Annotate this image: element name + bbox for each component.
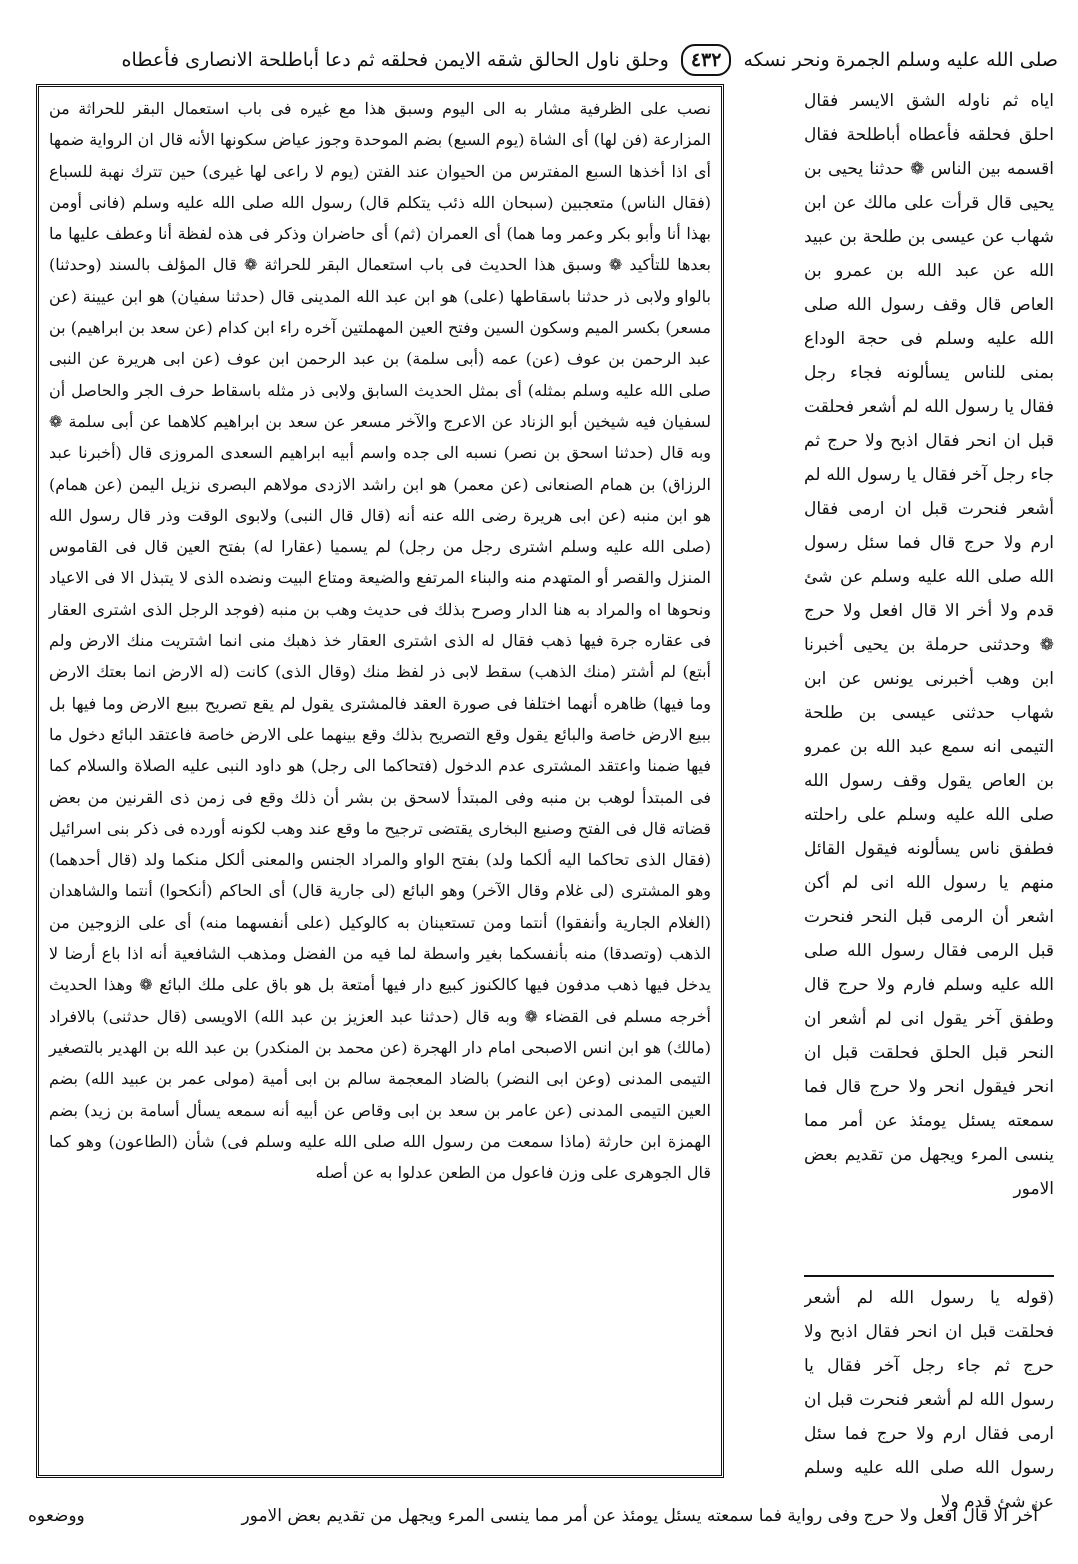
hadith-paragraph: اياه ثم ناوله الشق الايسر فقال احلق فحلقه فأعطاه أباطلحة فقال اقسمه بين الناس ❁ حدثنا يحيى بن يحيى قال قرأت على مالك عن ابن شهاب عن عيسى بن طلحة بن عبيد الله عن عبد الله بن عمرو بن العاص قال وقف رسول الله صلى الله عليه وسلم فى حجة الوداع بمنى للناس يسألونه فجاء رجل فقال يا رسول الله لم أشعر فحلقت قبل ان انحر فقال اذبح ولا حرج ثم جاء رجل آخر فقال يا رسول الله لم أشعر فنحرت قبل ان ارمى فقال ارم ولا حرج قال فما سئل رسول الله صلى الله عليه وسلم عن شئ قدم ولا أخر الا قال افعل ولا حرج ❁ وحدثنى حرملة بن يحيى أخبرنا ابن وهب أخبرنى يونس عن ابن شهاب حدثنى عيسى بن طلحة التيمى انه سمع عبد الله بن عمرو بن العاص يقول وقف رسول الله صلى الله عليه وسلم على راحلته فطفق ناس يسألونه فيقول القائل منهم يا رسول الله انى لم أكن اشعر أن الرمى قبل النحر فنحرت قبل الرمى فقال رسول الله صلى الله عليه وسلم فارم ولا حرج قال وطفق آخر يقول انى لم أشعر ان النحر قبل الحلق فحلقت قبل ان انحر فيقول انحر ولا حرج قال فما سمعته يسئل يومئذ عن أمر مما ينسى المرء ويجهل من تقديم بعض الامور bbox=[804, 91, 1054, 1199]
page-header bbox=[28, 38, 1058, 82]
note-paragraph: (قوله يا رسول الله لم أشعر فحلقت قبل ان انحر فقال اذبح ولا حرج ثم جاء رجل آخر فقال يا رسول الله لم أشعر فنحرت قبل ان ارمى فقال ارم ولا حرج فما سئل رسول الله صلى الله عليه وسلم عن شئ قدم ولا bbox=[804, 1288, 1054, 1512]
page-footer bbox=[28, 1496, 1038, 1536]
hadith-note-box bbox=[804, 1275, 1054, 1521]
commentary-paragraph: نصب على الظرفية مشار به الى اليوم وسبق هذا مع غيره فى باب استعمال البقر للحراثة من المزارعة (فن لها) أى الشاة (يوم السبع) بضم الموحدة وجوز عياض سكونها الأنه قال ان الرواية ضمها أى اذا أخذها السبع المفترس من الحيوان عند الفتن (يوم لا راعى لها غيرى) حين تترك نهبة للسباع (فقال الناس) متعجبين (سبحان الله ذئب يتكلم قال) رسول الله صلى الله عليه وسلم (فانى أومن بهذا أنا وأبو بكر وعمر وما هما) أى العمران (ثم) أى حاضران وذكر فى هذه لفظة أنا وعطف عليها ما بعدها للتأكيد ❁ وسبق هذا الحديث فى باب استعمال البقر للحراثة ❁ قال المؤلف بالسند (وحدثنا) بالواو ولابى ذر حدثنا باسقاطها (على) هو ابن عبد الله المدينى قال (حدثنا سفيان) هو ابن عيينة (عن مسعر) بكسر الميم وسكون السين وفتح العين المهملتين آخره راء ابن كدام (عن سعد بن ابراهيم) بن عبد الرحمن بن عوف (عن) عمه (أبى سلمة) بن عبد الرحمن ابن عوف (عن ابى هريرة عن النبى صلى الله عليه وسلم بمثله) أى بمثل الحديث السابق ولابى ذر مثله باسقاط حرف الجر والحاصل أن لسفيان فيه شيخين أبو الزناد عن الاعرج والآخر مسعر عن سعد بن ابراهيم كلاهما عن أبى سلمة ❁ وبه قال (حدثنا اسحق بن نصر) نسبه الى جده واسم أبيه ابراهيم السعدى المروزى قال (أخبرنا عبد الرزاق) بن همام الصنعانى (عن معمر) هو ابن راشد الازدى مولاهم البصرى نزيل اليمن (عن همام) هو ابن منبه (عن ابى هريرة رضى الله عنه أنه (قال قال النبى) ولابوى الوقت وذر قال رسول الله (صلى الله عليه وسلم اشترى رجل من رجل) لم يسميا (عقارا له) بفتح العين قال فى القاموس المنزل والقصر أو المتهدم منه والبناء المرتفع والضيعة ومتاع البيت ونضده الذى لا يتبذل الا فى الاعياد ونحوها اه والمراد به هنا الدار وصرح بذلك فى حديث وهب بن منبه (فوجد الرجل الذى اشترى العقار فى عقاره جرة فيها ذهب فقال له الذى اشترى العقار خذ ذهبك منى انما اشتريت منك الارض ولم أبتع) لم أشتر (منك الذهب) سقط لابى ذر لفظ منك (وقال الذى) كانت (له الارض انما بعتك الارض وما فيها) ظاهره أنهما اختلفا فى صورة العقد فالمشترى يقول لم يقع تصريح ببيع الارض وما فيها بل ببيع الارض خاصة والبائع يقول وقع التصريح بذلك وقع بينهما على الارض خاصة فاعتقد البائع دخول ما فيها ضمنا واعتقد المشترى عدم الدخول (فتحاكما الى رجل) هو داود النبى عليه الصلاة والسلام كما فى المبتدأ لوهب بن منبه وفى المبتدأ لاسحق بن بشر أن ذلك وقع فى زمن ذى القرنين من بعض قضاته قال فى الفتح وصنيع البخارى يقتضى ترجيح ما وقع عند وهب لكونه أورده فى ذكر بنى اسرائيل (فقال الذى تحاكما اليه ألكما ولد) بفتح الواو والمراد الجنس والمعنى ألكل منكما ولد (قال أحدهما) وهو المشترى (لى غلام وقال الآخر) وهو البائع (لى جارية قال) أى الحاكم (أنكحوا) أنتما والشاهدان (الغلام الجارية وأنفقوا) أنتما ومن تستعينان به كالوكيل (على أنفسهما منه) أى على الزوجين من الذهب (وتصدقا) منه بأنفسكما بغير واسطة لما فيه من الفضل ومذهب الشافعية أنه اذا باع أرضا لا يدخل فيها ذهب مدفون فيها كالكنوز كبيع دار فيها أمتعة بل هو باق على ملك البائع ❁ وهذا الحديث أخرجه مسلم فى القضاء ❁ وبه قال (حدثنا عبد العزيز بن عبد الله) الاويسى (قال حدثنى) بالافراد (مالك) هو ابن انس الاصبحى امام دار الهجرة (عن محمد بن المنكدر) بن عبد الله بن الهدير بالتصغير التيمى المدنى (وعن ابى النضر) بالضاد المعجمة سالم بن ابى أمية (مولى عمر بن عبيد الله) بضم العين التيمى المدنى (عن عامر بن سعد بن ابى وقاص عن أبيه أنه سمعه يسأل أسامة بن زيد) بضم الهمزة ابن حارثة (ماذا سمعت من رسول الله صلى الله عليه وسلم فى) شأن (الطاعون) وهو كما قال الجوهرى على وزن فاعول من الطعن عدلوا به عن أصله bbox=[49, 99, 712, 1183]
commentary-box bbox=[36, 84, 724, 1478]
footer-text: أخر الا قال افعل ولا حرج وفى رواية فما سمعته يسئل يومئذ عن أمر مما ينسى المرء ويجهل من تقديم بعض الامور bbox=[241, 1506, 1038, 1526]
catchword: ووضعوه bbox=[28, 1506, 85, 1526]
hadith-text-column bbox=[804, 84, 1054, 1264]
header-text-right: صلى الله عليه وسلم الجمرة ونحر نسكه bbox=[743, 49, 1058, 71]
page-number: ٤٣٢ bbox=[681, 44, 732, 76]
header-text-left: وحلق ناول الحالق شقه الايمن فحلقه ثم دعا أباطلحة الانصارى فأعطاه bbox=[121, 49, 669, 71]
